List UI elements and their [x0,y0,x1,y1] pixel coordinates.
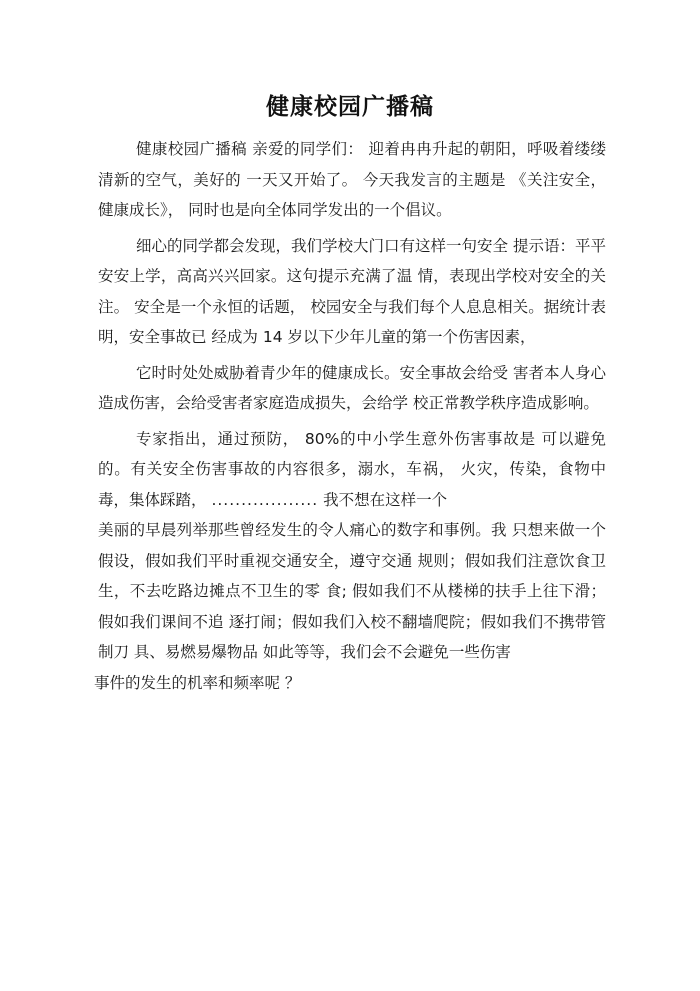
paragraph-expert-tail: 我不想在这样一个 [323,490,448,509]
paragraph-expert [98,424,606,516]
page-title: 健康校园广播稿 [266,94,434,120]
paragraph-threat: 它时时处处威胁着青少年的健康成长。安全事故会给受 害者本人身心造成伤害，会给受害者家庭造成损失，会给学 校正常教学秩序造成影响。 [98,363,606,412]
paragraph-hypothesis: 美丽的早晨列举那些曾经发生的令人痛心的数字和事例。我 只想来做一个假设，假如我们平时重视交通安全，遵守交通 规则；假如我们注意饮食卫生，不去吃路边摊点不卫生的零 食; 假如我们不从楼梯的扶手上往下滑；假如我们课间不追 逐打闹；假如我们入校不翻墙爬院；假如我们不携带管制刀 具、易燃易爆物品 如此等等，我们会不会避免一些伤害 [98,521,606,661]
ellipsis-dots: .................. [211,490,319,509]
paragraph-school-gate: 细心的同学都会发现，我们学校大门口有这样一句安全 提示语：平平安安上学，高高兴兴回家。这句提示充满了温 情，表现出学校对安全的关注。 安全是一个永恒的话题， 校园安全与我们每个人息息相关。据统计表明，安全事故已 经成为 14 岁以下少年儿童的第一个伤害因素， [98,236,606,346]
paragraph-closing: 事件的发生的机率和频率呢 ？ [94,673,301,692]
document-body [94,134,606,703]
paragraph-expert-text: 专家指出，通过预防， 80%的中小学生意外伤害事故是 可以避免的。有关安全伤害事故的内容很多，溺水，车祸， 火灾，传染，食物中毒，集体踩踏， [98,429,606,509]
paragraph-greeting: 健康校园广播稿 亲爱的同学们： 迎着冉冉升起的朝阳，呼吸着缕缕清新的空气，美好的 一天又开始了。 今天我发言的主题是 《关注安全， 健康成长》， 同时也是向全体同学发出的一个倡议。 [98,140,606,219]
